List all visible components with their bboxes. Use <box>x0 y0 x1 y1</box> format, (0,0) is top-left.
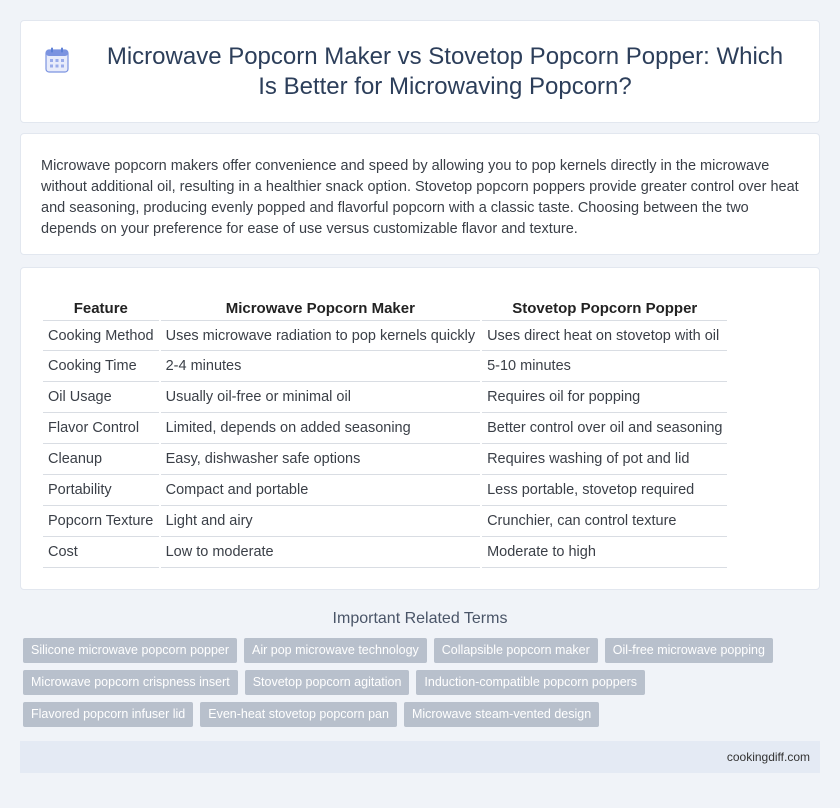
comparison-table <box>41 290 729 568</box>
related-tag[interactable]: Induction-compatible popcorn poppers <box>416 670 645 695</box>
related-terms-title: Important Related Terms <box>332 610 508 627</box>
cell-stovetop: Less portable, stovetop required <box>482 475 727 506</box>
header-stovetop: Stovetop Popcorn Popper <box>512 300 698 317</box>
related-tag[interactable]: Microwave steam-vented design <box>404 702 599 727</box>
cell-feature: Flavor Control <box>43 413 159 444</box>
table-row <box>43 444 727 475</box>
calendar-icon <box>45 47 69 73</box>
table-row <box>43 382 727 413</box>
related-tag[interactable]: Microwave popcorn crispness insert <box>23 670 238 695</box>
related-tag[interactable]: Silicone microwave popcorn popper <box>23 638 237 663</box>
cell-stovetop: Better control over oil and seasoning <box>482 413 727 444</box>
related-tag[interactable]: Even-heat stovetop popcorn pan <box>200 702 397 727</box>
table-row <box>43 351 727 382</box>
related-tag[interactable]: Oil-free microwave popping <box>605 638 773 663</box>
cell-microwave: Low to moderate <box>161 537 480 568</box>
cell-microwave: Uses microwave radiation to pop kernels quickly <box>161 320 480 351</box>
cell-microwave: Light and airy <box>161 506 480 537</box>
cell-stovetop: 5-10 minutes <box>482 351 727 382</box>
cell-stovetop: Uses direct heat on stovetop with oil <box>482 320 727 351</box>
table-row <box>43 537 727 568</box>
cell-feature: Cooking Time <box>43 351 159 382</box>
table-row <box>43 413 727 444</box>
cell-feature: Portability <box>43 475 159 506</box>
cell-stovetop: Moderate to high <box>482 537 727 568</box>
cell-microwave: Usually oil-free or minimal oil <box>161 382 480 413</box>
table-row <box>43 475 727 506</box>
header-feature: Feature <box>73 300 128 317</box>
table-row <box>43 506 727 537</box>
intro-card <box>20 133 820 255</box>
related-tags <box>20 638 820 734</box>
cell-stovetop: Requires washing of pot and lid <box>482 444 727 475</box>
cell-feature: Popcorn Texture <box>43 506 159 537</box>
intro-text: Microwave popcorn makers offer convenience and speed by allowing you to pop kernels directly in the microwave without additional oil, resulting in a healthier snack option. Stovetop popcorn poppers provide greater control over heat and seasoning, producing evenly popped and flavorful popcorn with a classic taste. Choosing between the two depends on your preference for ease of use versus customizable flavor and texture. <box>41 158 799 237</box>
cell-stovetop: Crunchier, can control texture <box>482 506 727 537</box>
cell-feature: Cost <box>43 537 159 568</box>
title-card <box>20 20 820 123</box>
cell-stovetop: Requires oil for popping <box>482 382 727 413</box>
cell-microwave: Limited, depends on added seasoning <box>161 413 480 444</box>
cell-feature: Cleanup <box>43 444 159 475</box>
related-tag[interactable]: Stovetop popcorn agitation <box>245 670 410 695</box>
cell-microwave: 2-4 minutes <box>161 351 480 382</box>
cell-feature: Cooking Method <box>43 320 159 351</box>
table-row <box>43 320 727 351</box>
footer <box>20 741 820 773</box>
comparison-card <box>20 267 820 590</box>
footer-site-link[interactable]: cookingdiff.com <box>726 750 810 764</box>
header-microwave: Microwave Popcorn Maker <box>225 300 415 317</box>
page-title: Microwave Popcorn Maker vs Stovetop Popcorn Popper: Which Is Better for Microwaving Popcorn? <box>106 42 784 100</box>
cell-feature: Oil Usage <box>43 382 159 413</box>
related-tag[interactable]: Flavored popcorn infuser lid <box>23 702 193 727</box>
cell-microwave: Easy, dishwasher safe options <box>161 444 480 475</box>
related-tag[interactable]: Collapsible popcorn maker <box>434 638 598 663</box>
cell-microwave: Compact and portable <box>161 475 480 506</box>
related-tag[interactable]: Air pop microwave technology <box>244 638 427 663</box>
